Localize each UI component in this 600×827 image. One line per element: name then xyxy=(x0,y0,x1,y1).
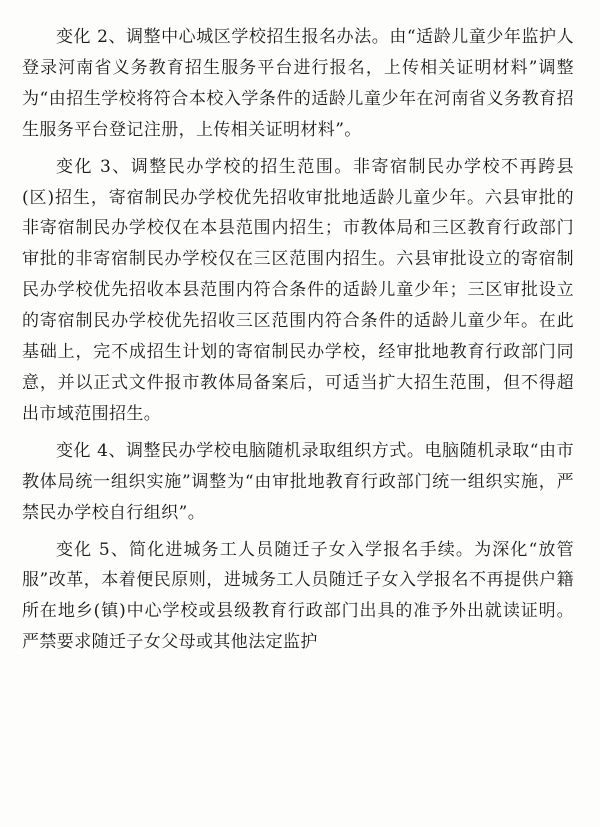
paragraph-change-5: 变化 5、简化进城务工人员随迁子女入学报名手续。为深化“放管服”改革，本着便民原则，进城务工人员随迁子女入学报名不再提供户籍所在地乡(镇)中心学校或县级教育行政部门出具的准予外出就读证明。严禁要求随迁子女父母或其他法定监护 xyxy=(22,539,574,653)
paragraph-change-3: 变化 3、调整民办学校的招生范围。非寄宿制民办学校不再跨县(区)招生，寄宿制民办学校优先招收审批地适龄儿童少年。六县审批的非寄宿制民办学校仅在本县范围内招生；市教体局和三区教育行政部门审批的非寄宿制民办学校仅在三区范围内招生。六县审批设立的寄宿制民办学校优先招收本县范围内符合条件的适龄儿童少年；三区审批设立的寄宿制民办学校优先招收三区范围内符合条件的适龄儿童少年。在此基础上，完不成招生计划的寄宿制民办学校，经审批地教育行政部门同意，并以正式文件报市教体局备案后，可适当扩大招生范围，但不得超出市域范围招生。 xyxy=(22,156,574,424)
paragraph-change-4: 变化 4、调整民办学校电脑随机录取组织方式。电脑随机录取“由市教体局统一组织实施”调整为“由审批地教育行政部门统一组织实施，严禁民办学校自行组织”。 xyxy=(22,440,574,523)
paragraph-change-2: 变化 2、调整中心城区学校招生报名办法。由“适龄儿童少年监护人登录河南省义务教育招生服务平台进行报名，上传相关证明材料”调整为“由招生学校将符合本校入学条件的适龄儿童少年在河南省义务教育招生服务平台登记注册，上传相关证明材料”。 xyxy=(22,27,574,140)
